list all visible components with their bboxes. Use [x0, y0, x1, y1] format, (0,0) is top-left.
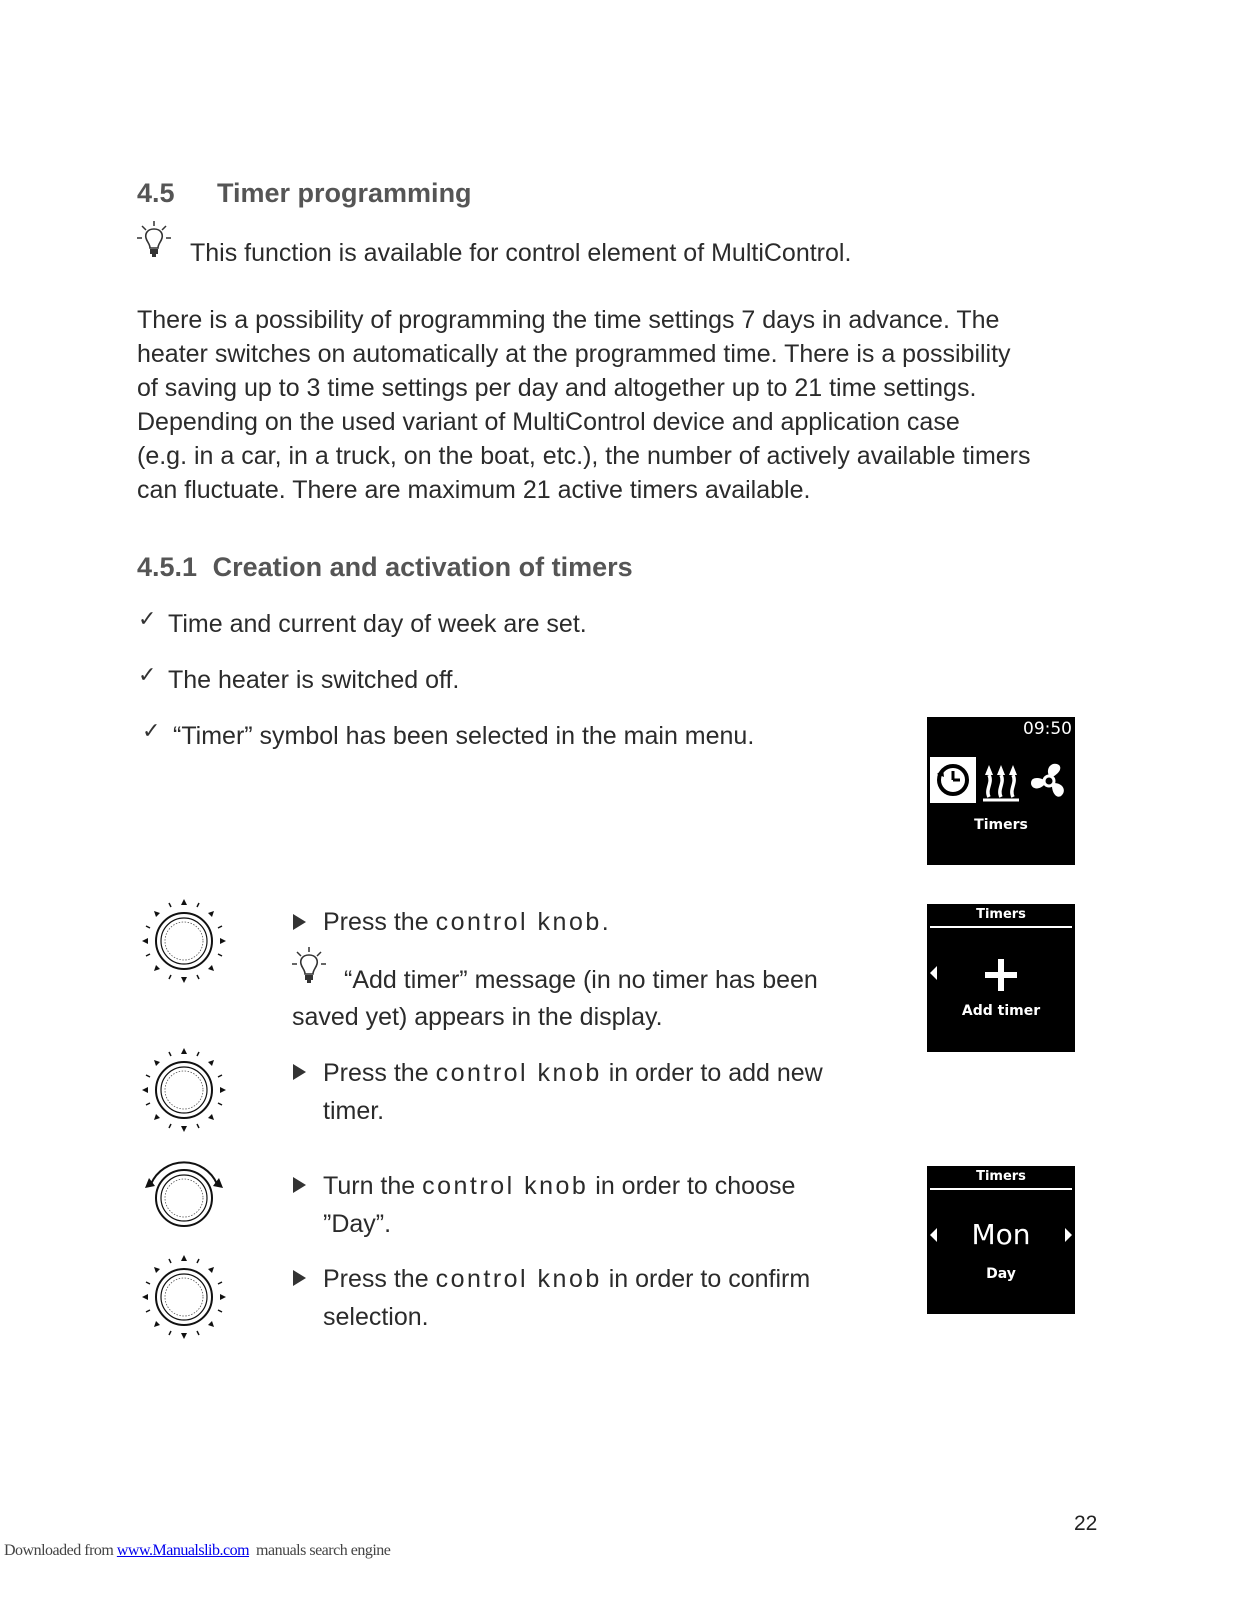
step-text: Press the [323, 1265, 436, 1293]
check-mark-icon: ✓ [138, 662, 157, 687]
display-header-divider [930, 1188, 1072, 1190]
display-label: Add timer [961, 1003, 1041, 1019]
left-arrow-icon [930, 966, 937, 980]
intro-paragraph [137, 303, 1031, 507]
press-knob-icon [141, 1254, 227, 1340]
turn-knob-icon [141, 1158, 227, 1238]
bullet-arrow-icon [293, 1064, 306, 1080]
display-add-timer [927, 904, 1075, 1052]
manualslib-link[interactable]: www.Manualslib.com [116, 1542, 250, 1559]
step-text: in order to choose [588, 1172, 796, 1200]
control-knob-term: control knob [422, 1172, 589, 1200]
prerequisite-item: The heater is switched off. [168, 666, 460, 694]
subsection-number: 4.5.1 [137, 552, 198, 582]
display-day-value: Mon [971, 1218, 1031, 1251]
step-text: Press the [323, 908, 436, 936]
intro-line: of saving up to 3 time settings per day and altogether up to 21 time settings. [137, 374, 977, 402]
bullet-arrow-icon [293, 914, 306, 930]
step-text: in order to confirm [601, 1265, 811, 1293]
display-header: Timers [976, 907, 1026, 922]
section-heading [137, 178, 472, 209]
lightbulb-icon [292, 946, 328, 986]
section-number: 4.5 [137, 178, 175, 208]
page-number: 22 [1074, 1512, 1098, 1535]
intro-line: can fluctuate. There are maximum 21 active timers available. [137, 476, 811, 504]
intro-line: heater switches on automatically at the programmed time. There is a possibility [137, 340, 1011, 368]
step-4-text [323, 1262, 810, 1334]
subsection-heading [137, 552, 633, 583]
step-tip-line: “Add timer” message (in no timer has been [344, 966, 818, 994]
control-knob-term: control knob [435, 1265, 602, 1293]
check-mark-icon: ✓ [138, 606, 157, 631]
step-3-text [323, 1169, 795, 1241]
bullet-arrow-icon [293, 1177, 306, 1193]
step-text: in order to add new [601, 1059, 823, 1087]
step-1-text [323, 905, 609, 939]
intro-line: (e.g. in a car, in a truck, on the boat, etc.), the number of actively available timers [137, 442, 1031, 470]
step-text: Turn the [323, 1172, 423, 1200]
display-header: Timers [976, 1169, 1026, 1184]
bullet-arrow-icon [293, 1270, 306, 1286]
timer-icon [930, 757, 976, 803]
check-mark-icon: ✓ [142, 718, 161, 743]
display-label: Timers [974, 817, 1028, 833]
display-day [927, 1166, 1075, 1314]
intro-line: There is a possibility of programming the time settings 7 days in advance. The [137, 306, 1000, 334]
display-label: Day [986, 1266, 1016, 1282]
lightbulb-icon [137, 220, 173, 260]
step-text: selection. [323, 1303, 429, 1331]
subsection-title: Creation and activation of timers [212, 552, 633, 582]
intro-line: Depending on the used variant of MultiControl device and application case [137, 408, 960, 436]
plus-icon [985, 959, 1017, 991]
download-footer [4, 1542, 390, 1560]
step-text: ”Day”. [323, 1210, 392, 1238]
step-2-text [323, 1056, 823, 1128]
tip-note: This function is available for control element of MultiControl. [190, 239, 852, 267]
footer-suffix: manuals search engine [249, 1542, 391, 1559]
footer-prefix: Downloaded from [4, 1542, 117, 1559]
prerequisite-item: Time and current day of week are set. [168, 610, 587, 638]
control-knob-term: control knob [435, 908, 602, 936]
display-clock: 09:50 [1023, 719, 1072, 739]
display-header-divider [930, 926, 1072, 928]
control-knob-term: control knob [435, 1059, 602, 1087]
display-main-menu [927, 717, 1075, 865]
press-knob-icon [141, 1047, 227, 1133]
step-text: Press the [323, 1059, 436, 1087]
press-knob-icon [141, 898, 227, 984]
heating-icon [981, 759, 1021, 803]
prerequisite-item: “Timer” symbol has been selected in the main menu. [173, 722, 755, 750]
section-title: Timer programming [217, 178, 472, 208]
step-text: . [601, 908, 609, 936]
ventilation-icon [1027, 759, 1071, 803]
step-text: timer. [323, 1097, 385, 1125]
step-tip-line: saved yet) appears in the display. [292, 1003, 663, 1031]
